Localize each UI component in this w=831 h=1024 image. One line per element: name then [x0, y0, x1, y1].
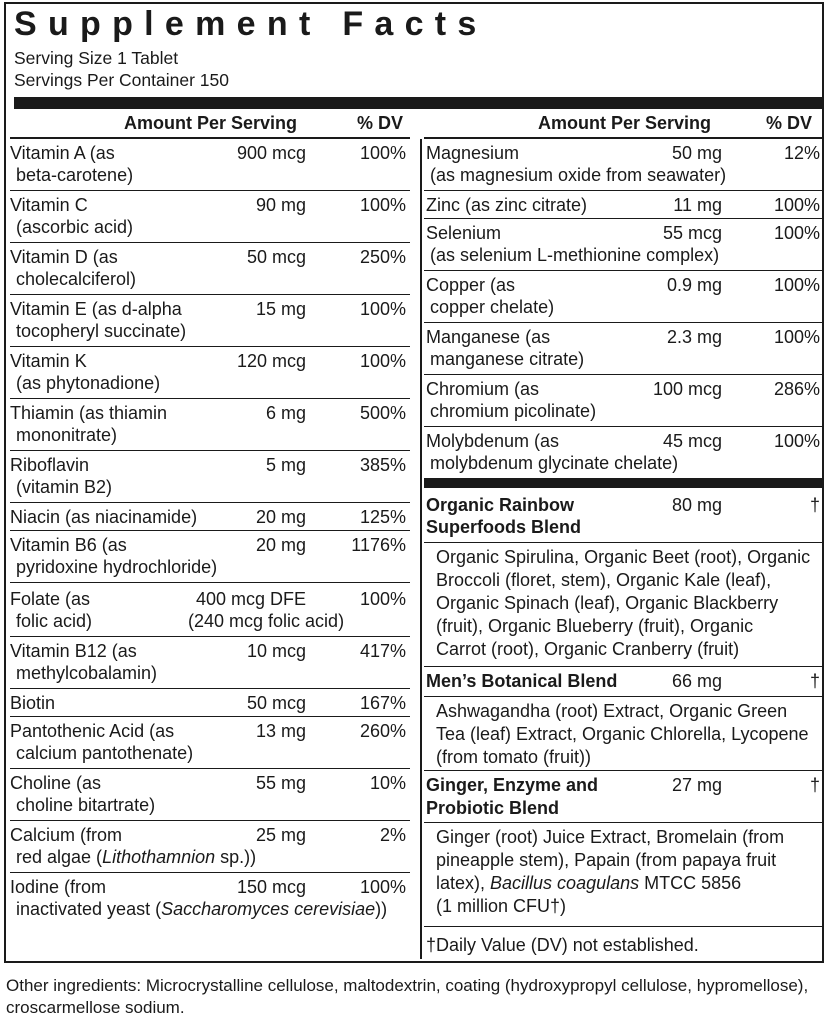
nutrient-amount: 55 mcg: [662, 223, 722, 243]
blend-name-line2: Superfoods Blend: [426, 517, 582, 537]
row-divider: [10, 242, 410, 243]
nutrient-dv: 1176%: [351, 535, 406, 555]
nutrient-name: Thiamin (as thiamin: [10, 403, 168, 423]
nutrient-dv: 167%: [359, 693, 406, 713]
row-divider: [424, 426, 822, 427]
nutrient-dv: 100%: [359, 351, 406, 371]
nutrient-dv: 10%: [369, 773, 406, 793]
left-amount-header: Amount Per Serving: [124, 113, 298, 133]
nutrient-dv: 100%: [773, 195, 820, 215]
source-text: sp.)): [215, 847, 257, 867]
ingredient-line: (from tomato (fruit)): [436, 747, 592, 767]
blend-name: Organic Rainbow: [426, 495, 575, 515]
ingredient-line: Carrot (root), Organic Cranberry (fruit): [436, 639, 740, 659]
supplement-facts-panel: [4, 2, 824, 963]
row-divider: [424, 542, 822, 543]
panel-title: Supplement Facts: [14, 5, 488, 43]
ingredient-line: pineapple stem), Papain (from papaya fruit: [436, 850, 777, 870]
row-divider: [10, 582, 410, 583]
nutrient-source: manganese citrate): [430, 349, 585, 369]
right-amount-header: Amount Per Serving: [538, 113, 712, 133]
nutrient-dv: 286%: [773, 379, 820, 399]
nutrient-amount: 25 mg: [255, 825, 306, 845]
nutrient-source: calcium pantothenate): [16, 743, 194, 763]
row-divider: [10, 872, 410, 873]
ingredient-line: [436, 872, 741, 895]
ingredient-line: Organic Spirulina, Organic Beet (root), Organic: [436, 547, 811, 567]
nutrient-name: Iodine (from: [10, 877, 107, 897]
source-italic: Saccharomyces cerevisiae: [161, 899, 376, 919]
column-divider: [420, 139, 422, 959]
ingredient-line: (fruit), Organic Blueberry (fruit), Organic: [436, 616, 754, 636]
row-divider: [424, 322, 822, 323]
nutrient-amount: 150 mcg: [236, 877, 306, 897]
nutrient-dv: 100%: [359, 299, 406, 319]
left-dv-header: % DV: [357, 113, 404, 133]
nutrient-dv: 500%: [359, 403, 406, 423]
nutrient-source: [16, 846, 256, 869]
row-divider: [424, 218, 822, 219]
nutrient-source: mononitrate): [16, 425, 118, 445]
row-divider: [424, 270, 822, 271]
header-rule: [14, 97, 822, 109]
right-dv-header: % DV: [766, 113, 813, 133]
blend-amount: 27 mg: [671, 775, 722, 795]
row-divider: [10, 398, 410, 399]
nutrient-amount: 45 mcg: [662, 431, 722, 451]
row-divider: [424, 696, 822, 697]
nutrient-source: beta-carotene): [16, 165, 134, 185]
blend-dv: †: [809, 495, 820, 515]
nutrient-name: Selenium: [426, 223, 502, 243]
nutrient-amount: 5 mg: [265, 455, 306, 475]
row-divider: [10, 688, 410, 689]
blend-dv: †: [809, 775, 820, 795]
nutrient-amount: 120 mcg: [236, 351, 306, 371]
nutrient-name: Biotin: [10, 693, 56, 713]
ingredient-text: latex),: [436, 873, 491, 893]
nutrient-source: folic acid): [16, 611, 93, 631]
row-divider: [10, 820, 410, 821]
nutrient-dv: 100%: [359, 143, 406, 163]
nutrient-source: copper chelate): [430, 297, 555, 317]
nutrient-name: Chromium (as: [426, 379, 540, 399]
nutrient-dv: 100%: [773, 327, 820, 347]
source-text: )): [375, 899, 388, 919]
ingredient-text: MTCC 5856: [639, 873, 742, 893]
left-header-rule: [10, 137, 410, 139]
ingredient-line: (1 million CFU†): [436, 896, 567, 916]
nutrient-amount: 15 mg: [255, 299, 306, 319]
nutrient-amount: 20 mg: [255, 507, 306, 527]
nutrient-name: Magnesium: [426, 143, 520, 163]
nutrient-source: cholecalciferol): [16, 269, 137, 289]
nutrient-name: Vitamin A (as: [10, 143, 115, 163]
nutrient-dv: 100%: [773, 275, 820, 295]
blend-name: Ginger, Enzyme and: [426, 775, 599, 795]
nutrient-name: Choline (as: [10, 773, 102, 793]
source-text: red algae (: [16, 847, 103, 867]
nutrient-amount: 2.3 mg: [666, 327, 722, 347]
nutrient-source: (as magnesium oxide from seawater): [430, 165, 727, 185]
nutrient-source: [16, 898, 387, 921]
nutrient-dv: 100%: [773, 431, 820, 451]
nutrient-amount: 11 mg: [673, 195, 722, 215]
nutrient-source: (as selenium L-methionine complex): [430, 245, 720, 265]
nutrient-amount-detail: (240 mcg folic acid): [188, 611, 345, 631]
servings-per-container: Servings Per Container 150: [14, 70, 229, 90]
row-divider: [10, 190, 410, 191]
source-text: inactivated yeast (: [16, 899, 162, 919]
blend-amount: 80 mg: [671, 495, 722, 515]
nutrient-amount: 20 mg: [255, 535, 306, 555]
nutrient-dv: 385%: [359, 455, 406, 475]
nutrient-name: Riboflavin: [10, 455, 90, 475]
nutrient-amount: 50 mg: [671, 143, 722, 163]
row-divider: [10, 636, 410, 637]
ingredient-line: Ginger (root) Juice Extract, Bromelain (from: [436, 827, 785, 847]
nutrient-amount: 90 mg: [255, 195, 306, 215]
nutrient-name: Folate (as: [10, 589, 91, 609]
nutrient-amount: 50 mcg: [246, 693, 306, 713]
nutrient-name: Vitamin B6 (as: [10, 535, 127, 555]
nutrient-source: (as phytonadione): [16, 373, 161, 393]
nutrient-name: Vitamin D (as: [10, 247, 118, 267]
nutrient-dv: 100%: [359, 877, 406, 897]
row-divider: [10, 768, 410, 769]
row-divider: [424, 190, 822, 191]
blend-name-line2: Probiotic Blend: [426, 798, 560, 818]
nutrient-name: Molybdenum (as: [426, 431, 560, 451]
nutrient-dv: 417%: [359, 641, 406, 661]
nutrient-amount: 900 mcg: [236, 143, 306, 163]
blend-dv: †: [809, 671, 820, 691]
row-divider: [10, 346, 410, 347]
nutrient-source: methylcobalamin): [16, 663, 158, 683]
nutrient-name: Vitamin E (as d-alpha: [10, 299, 182, 319]
nutrient-dv: 250%: [359, 247, 406, 267]
nutrient-amount: 13 mg: [255, 721, 306, 741]
nutrient-source: molybdenum glycinate chelate): [430, 453, 679, 473]
nutrient-dv: 100%: [773, 223, 820, 243]
ingredient-line: Broccoli (floret, stem), Organic Kale (leaf),: [436, 570, 772, 590]
row-divider: [424, 770, 822, 771]
source-italic: Lithothamnion: [102, 847, 216, 867]
nutrient-source: (vitamin B2): [16, 477, 113, 497]
row-divider: [424, 374, 822, 375]
row-divider: [424, 666, 822, 667]
row-divider: [10, 530, 410, 531]
nutrient-source: choline bitartrate): [16, 795, 156, 815]
nutrient-name: Calcium (from: [10, 825, 123, 845]
blend-name: Men’s Botanical Blend: [426, 671, 618, 691]
nutrient-dv: 2%: [379, 825, 406, 845]
nutrient-name: Copper (as: [426, 275, 516, 295]
blend-amount: 66 mg: [671, 671, 722, 691]
footnote: †Daily Value (DV) not established.: [426, 935, 699, 955]
ingredient-italic: Bacillus coagulans: [490, 873, 640, 893]
nutrient-amount: 55 mg: [255, 773, 306, 793]
nutrient-dv: 125%: [359, 507, 406, 527]
nutrient-name: Pantothenic Acid (as: [10, 721, 175, 741]
nutrient-dv: 100%: [359, 195, 406, 215]
nutrient-amount: 0.9 mg: [666, 275, 722, 295]
row-divider: [10, 294, 410, 295]
nutrient-source: pyridoxine hydrochloride): [16, 557, 218, 577]
row-divider: [424, 822, 822, 823]
ingredient-line: Tea (leaf) Extract, Organic Chlorella, Lycopene: [436, 724, 809, 744]
row-divider: [10, 716, 410, 717]
blend-section-rule: [424, 478, 822, 488]
nutrient-amount: 10 mcg: [246, 641, 306, 661]
nutrient-name: Zinc (as zinc citrate): [426, 195, 588, 215]
row-divider: [10, 450, 410, 451]
nutrient-dv: 100%: [359, 589, 406, 609]
nutrient-source: chromium picolinate): [430, 401, 597, 421]
nutrient-amount: 100 mcg: [652, 379, 722, 399]
nutrient-source: (ascorbic acid): [16, 217, 134, 237]
nutrient-name: Vitamin K: [10, 351, 87, 371]
nutrient-amount: 50 mcg: [246, 247, 306, 267]
ingredient-line: Ashwagandha (root) Extract, Organic Green: [436, 701, 788, 721]
serving-size: Serving Size 1 Tablet: [14, 48, 179, 68]
right-header-rule: [424, 137, 822, 139]
other-ingredients: Other ingredients: Microcrystalline cellulose, maltodextrin, coating (hydroxypropyl cellulose, hypromellose), croscarmellose sodium.: [6, 976, 809, 1017]
nutrient-dv: 260%: [359, 721, 406, 741]
nutrient-name: Vitamin C: [10, 195, 88, 215]
nutrient-amount: 400 mcg DFE: [196, 589, 307, 609]
ingredient-line: Organic Spinach (leaf), Organic Blackberry: [436, 593, 779, 613]
row-divider: [10, 502, 410, 503]
row-divider: [424, 926, 822, 927]
nutrient-source: tocopheryl succinate): [16, 321, 187, 341]
nutrient-name: Manganese (as: [426, 327, 551, 347]
nutrient-dv: 12%: [783, 143, 820, 163]
nutrient-name: Niacin (as niacinamide): [10, 507, 198, 527]
nutrient-amount: 6 mg: [265, 403, 306, 423]
nutrient-name: Vitamin B12 (as: [10, 641, 137, 661]
